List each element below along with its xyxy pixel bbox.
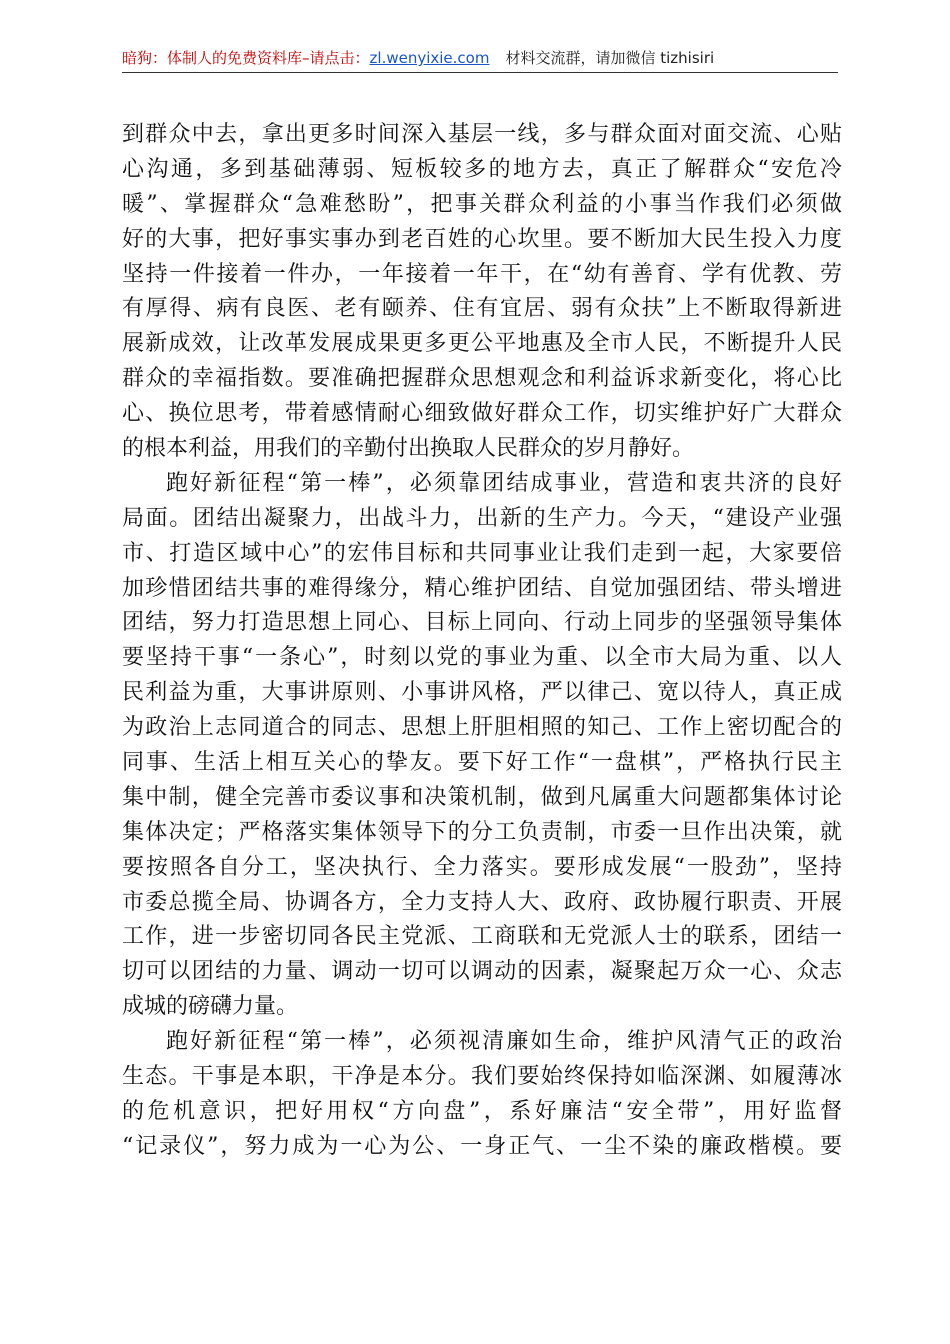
text-line: 展新成效，让改革发展成果更多更公平地惠及全市人民，不断提升人民 [122, 331, 842, 357]
text-line: 要按照各自分工，坚决执行、全力落实。要形成发展“一股劲”，坚持 [122, 854, 842, 880]
text-line: 工作，进一步密切同各民主党派、工商联和无党派人士的联系，团结一 [122, 924, 842, 950]
text-line: 市、打造区域中心”的宏伟目标和共同事业让我们走到一起，大家要倍 [122, 540, 842, 566]
text-line: 好的大事，把好事实事办到老百姓的心坎里。要不断加大民生投入力度 [122, 226, 842, 252]
text-line: 群众的幸福指数。要准确把握群众思想观念和利益诉求新变化，将心比 [122, 366, 842, 392]
text-line: 生态。干事是本职，干净是本分。我们要始终保持如临深渊、如履薄冰 [122, 1064, 842, 1090]
text-line: 心沟通，多到基础薄弱、短板较多的地方去，真正了解群众“安危冷 [122, 156, 842, 182]
page-header [122, 46, 838, 73]
paragraph-start-line: 跑好新征程“第一棒”，必须靠团结成事业，营造和衷共济的良好 [166, 470, 842, 496]
text-line: 坚持一件接着一件办，一年接着一年干，在“幼有善育、学有优教、劳 [122, 261, 842, 287]
text-line: 切可以团结的力量、调动一切可以调动的因素，凝聚起万众一心、众志 [122, 959, 842, 985]
paragraph-start-line: 跑好新征程“第一棒”，必须视清廉如生命，维护风清气正的政治 [166, 1029, 842, 1055]
text-line: 同事、生活上相互关心的挚友。要下好工作“一盘棋”，严格执行民主 [122, 750, 842, 776]
text-line: “记录仪”，努力成为一心为公、一身正气、一尘不染的廉政楷模。要 [122, 1133, 842, 1159]
text-line: 局面。团结出凝聚力，出战斗力，出新的生产力。今天，“建设产业强 [122, 505, 842, 531]
text-line: 暖”、掌握群众“急难愁盼”，把事关群众利益的小事当作我们必须做 [122, 191, 842, 217]
text-line: 集体决定；严格落实集体领导下的分工负责制，市委一旦作出决策，就 [122, 819, 842, 845]
text-line: 到群众中去，拿出更多时间深入基层一线，多与群众面对面交流、心贴 [122, 122, 842, 147]
text-line: 心、换位思考，带着感情耐心细致做好群众工作，切实维护好广大群众 [122, 401, 842, 427]
text-line: 团结，努力打造思想上同心、目标上同向、行动上同步的坚强领导集体 [122, 610, 842, 636]
document-body [122, 118, 842, 1165]
text-line: 的根本利益，用我们的辛勤付出换取人民群众的岁月静好。 [122, 436, 695, 462]
header-brand: 暗狗：体制人的免费资料库 [122, 49, 303, 67]
header-link[interactable]: zl.wenyixie.com [369, 49, 490, 67]
text-line: 集中制，健全完善市委议事和决策机制，做到凡属重大问题都集体讨论 [122, 784, 842, 810]
header-click-prefix: –请点击： [302, 49, 370, 67]
text-line: 加珍惜团结共事的难得缘分，精心维护团结、自觉加强团结、带头增进 [122, 575, 842, 601]
header-group-text: 材料交流群，请加微信 tizhisiri [505, 49, 715, 67]
text-line: 民利益为重，大事讲原则、小事讲风格，严以律己、宽以待人，真正成 [122, 680, 842, 706]
text-line: 市委总揽全局、协调各方，全力支持人大、政府、政协履行职责、开展 [122, 889, 842, 915]
text-line: 有厚得、病有良医、老有颐养、住有宜居、弱有众扶”上不断取得新进 [122, 296, 842, 322]
text-line: 为政治上志同道合的同志、思想上肝胆相照的知己、工作上密切配合的 [122, 715, 842, 741]
text-line: 要坚持干事“一条心”，时刻以党的事业为重、以全市大局为重、以人 [122, 645, 842, 671]
text-line: 的危机意识，把好用权“方向盘”，系好廉洁“安全带”，用好监督 [122, 1098, 842, 1124]
text-line: 成城的磅礴力量。 [122, 994, 299, 1020]
